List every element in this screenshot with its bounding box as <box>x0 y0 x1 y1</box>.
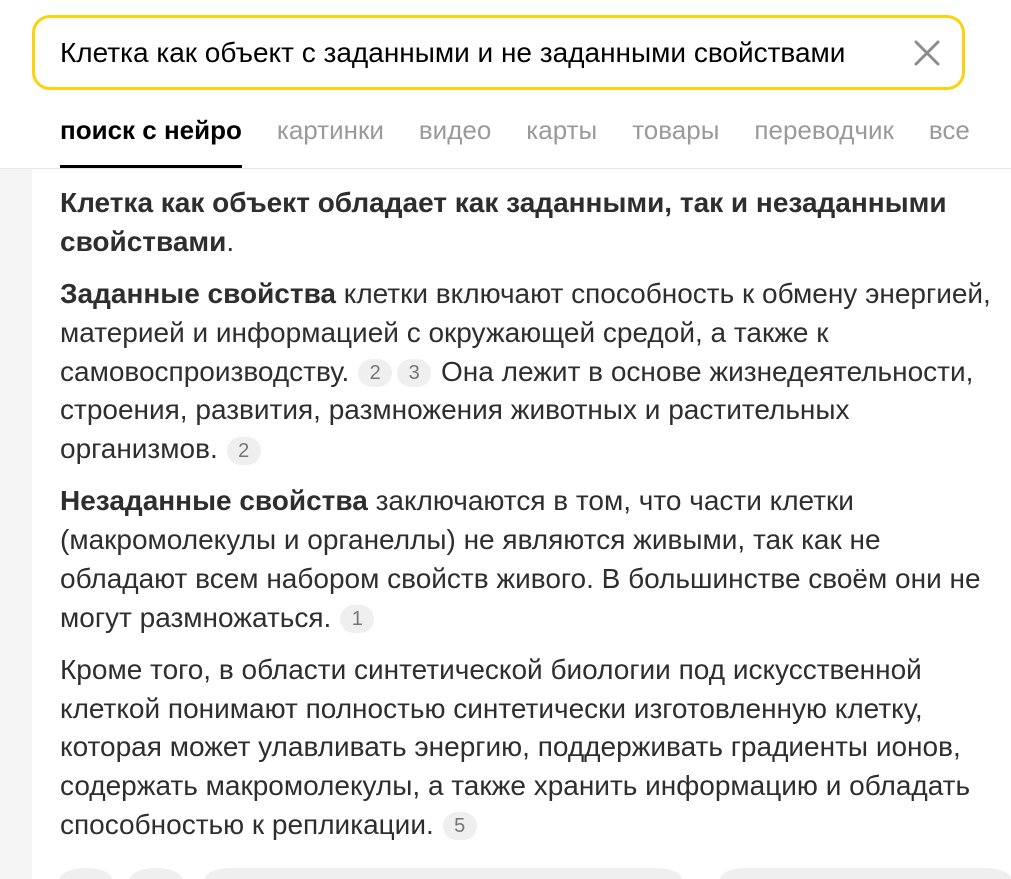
given-properties-text-continued: Она лежит в основе жизнедеятельности, строения, развития, размножения животных и растительных организмов. <box>60 355 974 464</box>
non-given-properties-title: Незаданные свойства <box>60 485 368 517</box>
given-properties-text: клетки включают способность к обмену энергией, материей и информацией с окружающей средой, а также к самовоспроизводству. <box>60 278 991 387</box>
citation-badge[interactable]: 2 <box>227 437 261 465</box>
answer-non-given-properties <box>60 482 1003 637</box>
search-tabs <box>60 110 970 150</box>
answer-action-pill-button[interactable] <box>720 868 1011 879</box>
page-side-background <box>0 169 32 879</box>
clear-search-button[interactable] <box>910 36 944 70</box>
non-given-properties-text: заключаются в том, что части клетки (макромолекулы и органеллы) не являются живыми, так как не обладают всем набором свойств живого. В большинстве своём они не могут размножаться. <box>60 485 981 633</box>
citation-badge[interactable]: 3 <box>397 359 431 387</box>
search-box[interactable] <box>32 15 965 90</box>
answer-summary-bold: Клетка как объект обладает как заданными, так и незаданными свойствами <box>60 187 947 257</box>
answer-summary <box>60 184 1003 262</box>
tab-images[interactable]: картинки <box>276 115 384 145</box>
given-properties-title: Заданные свойства <box>60 278 336 309</box>
tab-translator[interactable]: переводчик <box>754 115 894 145</box>
answer-action-pill-button[interactable] <box>205 868 682 879</box>
answer-summary-text: . <box>226 225 235 257</box>
answer-action-round-button[interactable] <box>130 868 182 879</box>
synthetic-biology-text: Кроме того, в области синтетической биологии под искусственной клеткой понимают полностью синтетически изготовленную клетку, которая может улавливать энергию, поддерживать градиенты ионов, содержать макромолекулы, а также хранить информацию и обладать способностью к репликации. <box>60 653 971 840</box>
tab-maps[interactable]: карты <box>526 115 598 145</box>
neuro-answer <box>60 184 1003 858</box>
tab-products[interactable]: товары <box>632 115 720 145</box>
answer-synthetic-biology <box>60 651 1003 845</box>
tab-video[interactable]: видео <box>418 115 492 145</box>
citation-badge[interactable]: 5 <box>443 812 477 840</box>
citation-badge[interactable]: 2 <box>358 359 392 387</box>
tab-neuro-search[interactable]: поиск с нейро <box>60 110 242 150</box>
citation-badge[interactable]: 1 <box>340 605 374 633</box>
search-input[interactable] <box>60 18 880 87</box>
header-divider <box>0 168 1011 169</box>
close-icon <box>914 40 940 66</box>
header <box>0 0 1011 168</box>
answer-action-round-button[interactable] <box>60 868 112 879</box>
tab-all[interactable]: все <box>928 115 970 145</box>
answer-given-properties <box>60 275 1003 469</box>
